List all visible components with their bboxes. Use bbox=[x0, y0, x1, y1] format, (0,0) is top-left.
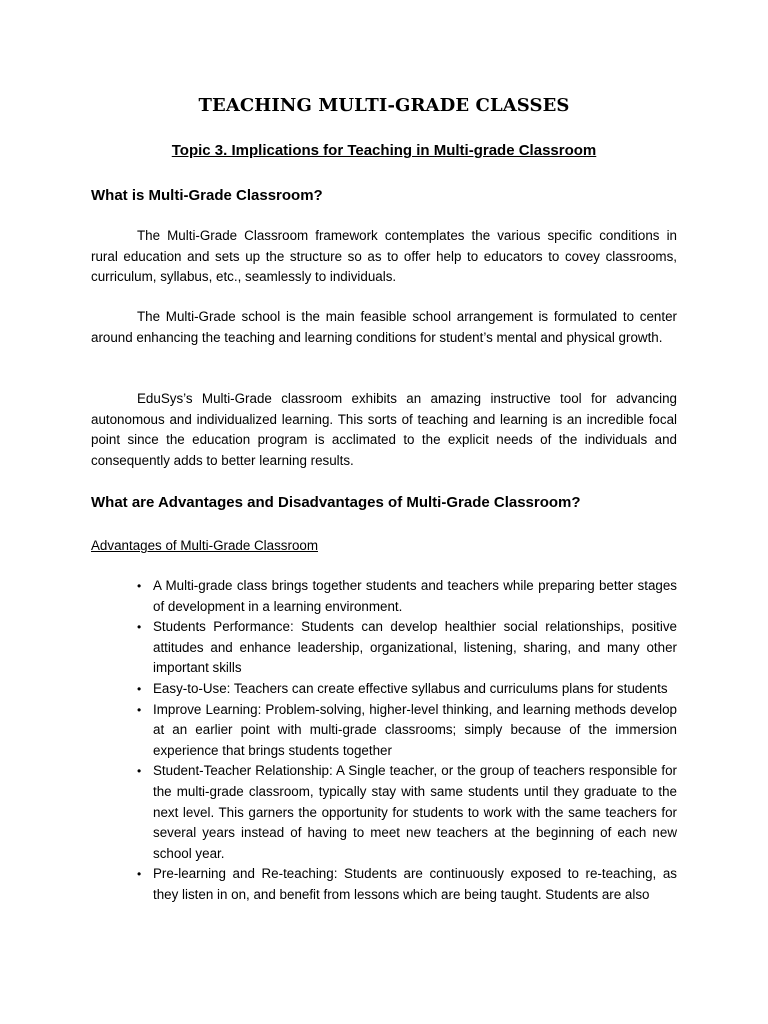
bullet-icon: • bbox=[137, 681, 142, 696]
bullet-icon: • bbox=[137, 702, 142, 717]
list-item-text: A Multi-grade class brings together students and teachers while preparing better stages of development in a learning environment. bbox=[153, 578, 677, 614]
list-item bbox=[134, 761, 677, 864]
subheading-advantages: Advantages of Multi-Grade Classroom bbox=[91, 538, 318, 553]
list-item-text: Pre-learning and Re-teaching: Students are continuously exposed to re-teaching, as they listen in on, and benefit from lessons which are being taught. Students are also bbox=[153, 866, 677, 902]
paragraph-3: EduSys’s Multi-Grade classroom exhibits an amazing instructive tool for advancing autonomous and individualized learning. This sorts of teaching and learning is an incredible focal point since the education program is acclimated to the explicit needs of the individuals and consequently adds to better learning results. bbox=[91, 391, 677, 468]
bullet-icon: • bbox=[137, 867, 142, 882]
list-item-text: Improve Learning: Problem-solving, higher-level thinking, and learning methods develop at an earlier point with multi-grade classrooms; simply because of the immersion experience that brings students together bbox=[153, 701, 677, 758]
document-title: TEACHING MULTI-GRADE CLASSES bbox=[198, 95, 570, 116]
list-item-text: Students Performance: Students can develop healthier social relationships, positive attitudes and enhance leadership, organizational, listening, sharing, and many other important skills bbox=[153, 619, 677, 676]
list-item bbox=[134, 700, 677, 762]
list-item-text: Student-Teacher Relationship: A Single teacher, or the group of teachers responsible for the multi-grade classroom, typically stay with same students until they graduate to the next level. This garners the opportunity for students to work with the same teachers for several years instead of having to meet new teachers at the beginning of each new school year. bbox=[153, 763, 677, 861]
topic-heading: Topic 3. Implications for Teaching in Multi-grade Classroom bbox=[171, 142, 597, 159]
paragraph-1: The Multi-Grade Classroom framework contemplates the various specific conditions in rural education and sets up the structure so as to offer help to educators to covey classrooms, curriculum, syllabus, etc., seamlessly to individuals. bbox=[91, 228, 677, 285]
section-heading-what-is: What is Multi-Grade Classroom? bbox=[91, 187, 323, 204]
list-item bbox=[134, 576, 677, 617]
list-item bbox=[134, 679, 677, 700]
advantages-list bbox=[134, 576, 677, 906]
list-item bbox=[134, 617, 677, 679]
list-item-text: Easy-to-Use: Teachers can create effective syllabus and curriculums plans for students bbox=[153, 680, 668, 696]
list-item bbox=[134, 864, 677, 905]
bullet-icon: • bbox=[137, 764, 142, 779]
bullet-icon: • bbox=[137, 620, 142, 635]
bullet-icon: • bbox=[137, 579, 142, 593]
paragraph-2: The Multi-Grade school is the main feasible school arrangement is formulated to center around enhancing the teaching and learning conditions for student’s mental and physical growth. bbox=[91, 309, 677, 345]
section-heading-advantages-disadvantages: What are Advantages and Disadvantages of Multi-Grade Classroom? bbox=[91, 494, 581, 511]
